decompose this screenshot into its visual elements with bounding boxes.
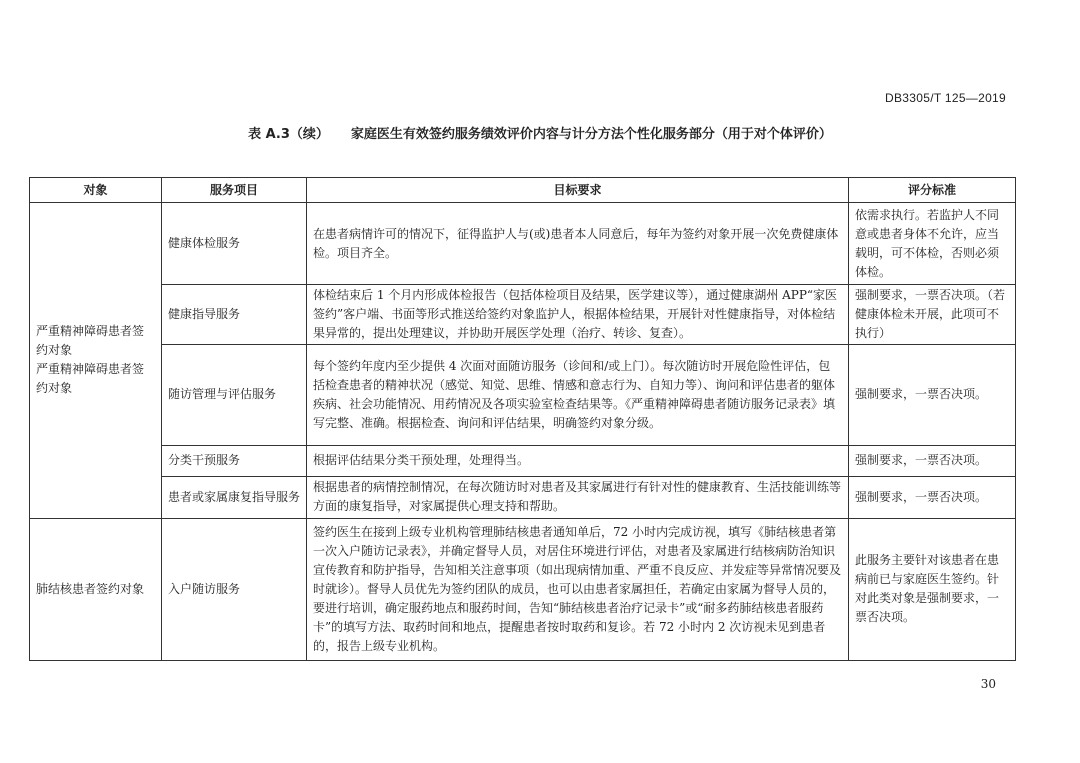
object-line: 严重精神障碍患者签约对象 [36,324,145,358]
scoring-cell: 此服务主要针对该患者在患病前已与家庭医生签约。针对此类对象是强制要求，一票否决项。 [849,518,1016,660]
table-row [30,203,1016,285]
page-number: 30 [980,677,996,691]
service-cell: 入户随访服务 [162,518,307,660]
object-cell-tb [30,518,162,660]
object-line: 严重精神障碍患者签约对象 [36,362,145,396]
evaluation-table [29,177,1016,661]
header-scoring: 评分标准 [849,178,1016,203]
table-row [30,518,1016,660]
service-cell: 患者或家属康复指导服务 [162,476,307,518]
standard-code: DB3305/T 125—2019 [885,91,1006,105]
scoring-cell: 强制要求，一票否决项。 [849,345,1016,445]
scoring-cell: 强制要求，一票否决项。 [849,476,1016,518]
table-caption [0,123,1080,142]
service-cell: 随访管理与评估服务 [162,345,307,445]
requirement-cell: 签约医生在接到上级专业机构管理肺结核患者通知单后，72 小时内完成访视，填写《肺结核患者第一次入户随访记录表》，并确定督导人员，对居住环境进行评估，对患者及家属进行结核病防治知识宣传教育和防护指导，告知相关注意事项（如出现病情加重、严重不良反应、并发症等异常情况要及时就诊）。督导人员优先为签约团队的成员，也可以由患者家属担任，若确定由家属为督导人员的，要进行培训，确定服药地点和服药时间，告知“肺结核患者治疗记录卡”或“耐多药肺结核患者服药卡”的填写方法、取药时间和地点，提醒患者按时取药和复诊。若 72 小时内 2 次访视未见到患者的，报告上级专业机构。 [307,518,849,660]
requirement-cell: 在患者病情许可的情况下，征得监护人与(或)患者本人同意后，每年为签约对象开展一次免费健康体检。项目齐全。 [307,203,849,285]
table-row [30,445,1016,476]
scoring-cell: 强制要求，一票否决项。（若健康体检未开展，此项可不执行） [849,285,1016,345]
object-line: 肺结核患者签约对象 [36,581,145,596]
table-row [30,345,1016,445]
table-label: 表 A.3（续） [248,127,329,142]
requirement-cell: 每个签约年度内至少提供 4 次面对面随访服务（诊间和/或上门）。每次随访时开展危险性评估，包括检查患者的精神状况（感觉、知觉、思维、情感和意志行为、自知力等）、询问和评估患者的躯体疾病、社会功能情况、用药情况及各项实验室检查结果等。《严重精神障碍患者随访服务记录表》填写完整、准确。根据检查、询问和评估结果，明确签约对象分级。 [307,345,849,445]
requirement-cell: 根据评估结果分类干预处理，处理得当。 [307,445,849,476]
object-cell-mental [30,203,162,519]
header-service: 服务项目 [162,178,307,203]
header-requirement: 目标要求 [307,178,849,203]
table-title: 家庭医生有效签约服务绩效评价内容与计分方法个性化服务部分（用于对个体评价） [350,127,832,142]
service-cell: 健康体检服务 [162,203,307,285]
table-header-row [30,178,1016,203]
table-row [30,476,1016,518]
requirement-cell: 体检结束后 1 个月内形成体检报告（包括体检项目及结果，医学建议等），通过健康湖州 APP“家医签约”客户端、书面等形式推送给签约对象监护人，根据体检结果，开展针对性健康指导，对体检结果异常的，提出处理建议，并协助开展医学处理（治疗、转诊、复查）。 [307,285,849,345]
table-row [30,285,1016,345]
header-object: 对象 [30,178,162,203]
requirement-cell: 根据患者的病情控制情况，在每次随访时对患者及其家属进行有针对性的健康教育、生活技能训练等方面的康复指导，对家属提供心理支持和帮助。 [307,476,849,518]
scoring-cell: 依需求执行。若监护人不同意或患者身体不允许，应当载明，可不体检，否则必须体检。 [849,203,1016,285]
service-cell: 健康指导服务 [162,285,307,345]
service-cell: 分类干预服务 [162,445,307,476]
scoring-cell: 强制要求，一票否决项。 [849,445,1016,476]
